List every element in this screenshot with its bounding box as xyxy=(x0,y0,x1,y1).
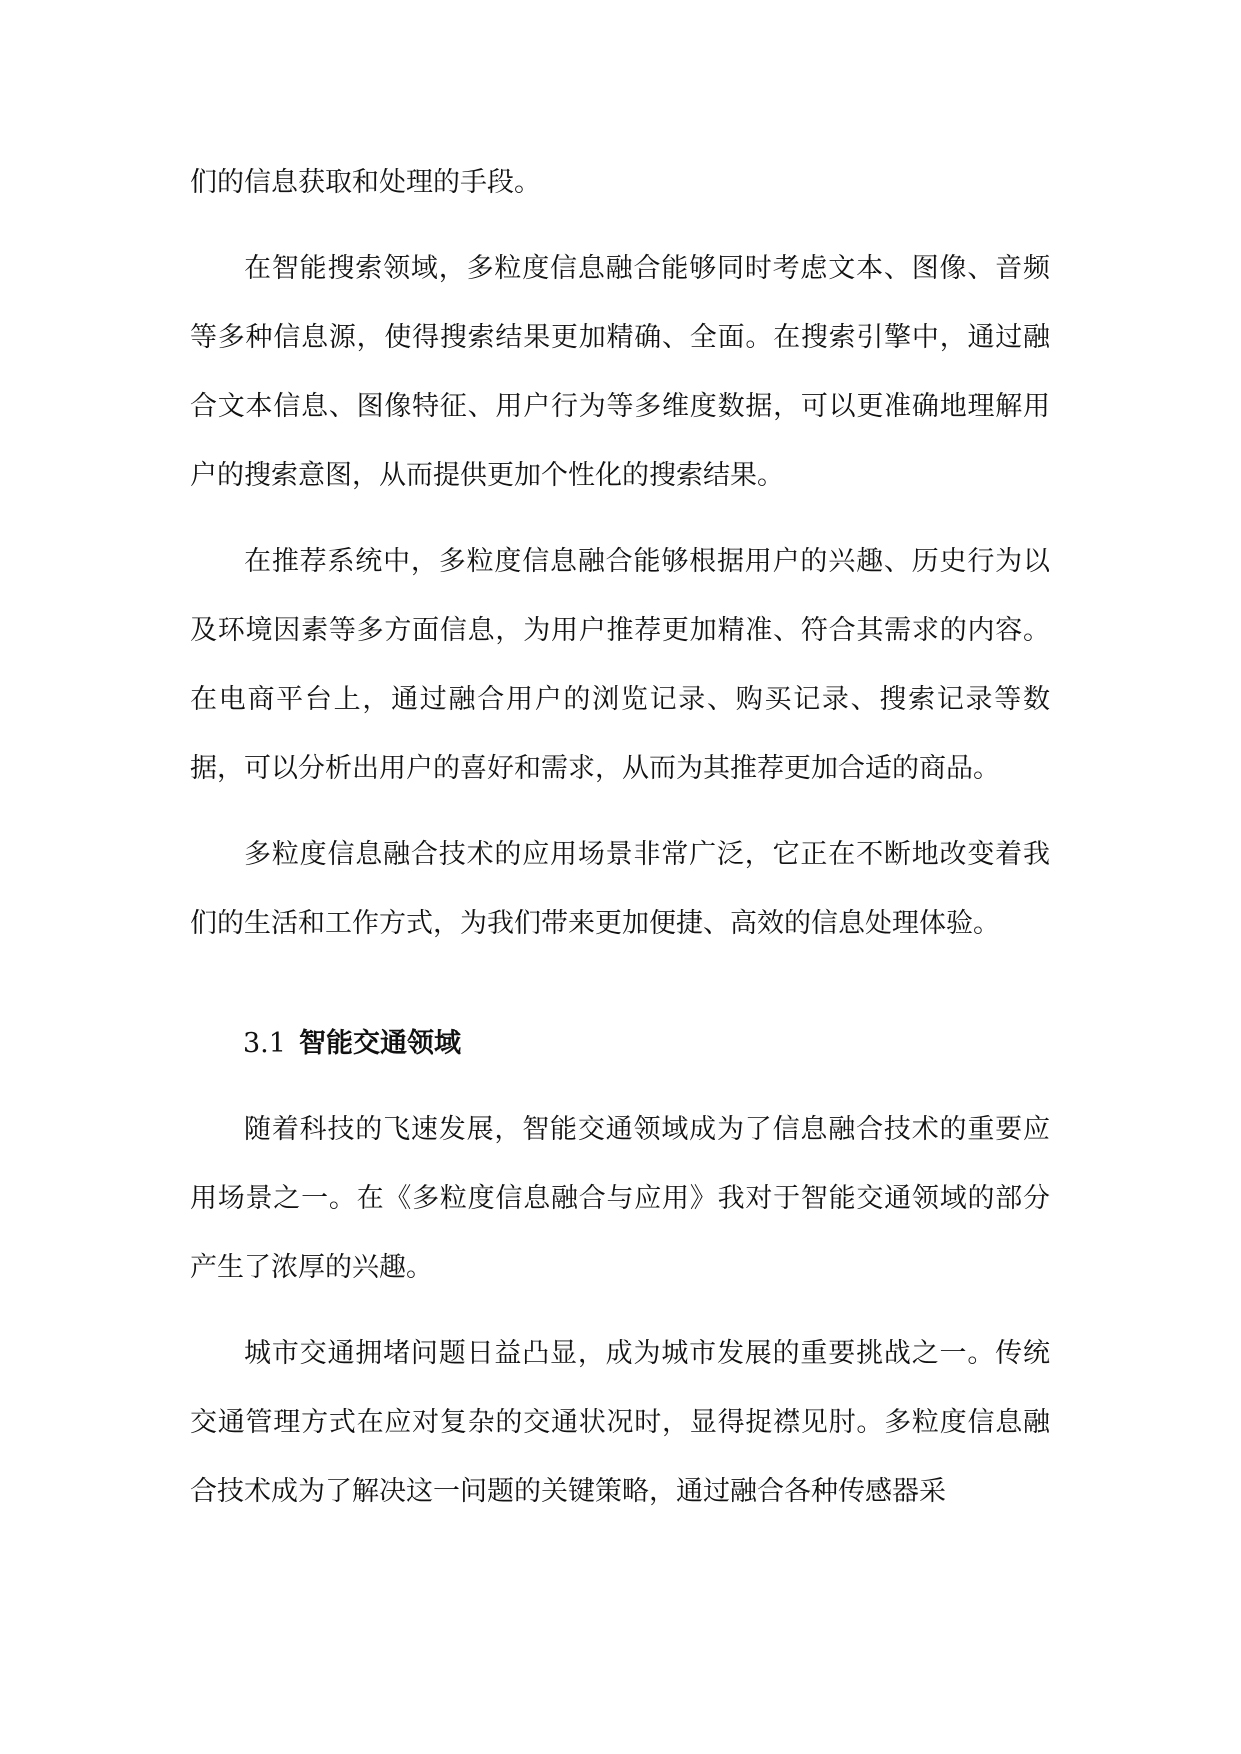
section-title: 智能交通领域 xyxy=(298,1028,461,1059)
paragraph-intelligent-transport-intro: 随着科技的飞速发展，智能交通领域成为了信息融合技术的重要应用场景之一。在《多粒度信息融合与应用》我对于智能交通领域的部分产生了浓厚的兴趣。 xyxy=(190,1114,1050,1283)
paragraph-recommendation-system: 在推荐系统中，多粒度信息融合能够根据用户的兴趣、历史行为以及环境因素等多方面信息，为用户推荐更加精准、符合其需求的内容。在电商平台上，通过融合用户的浏览记录、购买记录、搜索记录等数据，可以分析出用户的喜好和需求，从而为其推荐更加合适的商品。 xyxy=(190,546,1050,784)
paragraph-continuation: 们的信息获取和处理的手段。 xyxy=(190,167,541,198)
paragraph-application-scenarios: 多粒度信息融合技术的应用场景非常广泛，它正在不断地改变着我们的生活和工作方式，为我们带来更加便捷、高效的信息处理体验。 xyxy=(190,839,1050,939)
paragraph-traffic-congestion: 城市交通拥堵问题日益凸显，成为城市发展的重要挑战之一。传统交通管理方式在应对复杂的交通状况时，显得捉襟见肘。多粒度信息融合技术成为了解决这一问题的关键策略，通过融合各种传感器采 xyxy=(190,1338,1050,1507)
document-body xyxy=(190,148,1050,1526)
section-heading xyxy=(190,1009,1050,1078)
paragraph-intelligent-search: 在智能搜索领域，多粒度信息融合能够同时考虑文本、图像、音频等多种信息源，使得搜索结果更加精确、全面。在搜索引擎中，通过融合文本信息、图像特征、用户行为等多维度数据，可以更准确地理解用户的搜索意图，从而提供更加个性化的搜索结果。 xyxy=(190,253,1050,491)
section-number: 3.1 xyxy=(243,1028,286,1059)
